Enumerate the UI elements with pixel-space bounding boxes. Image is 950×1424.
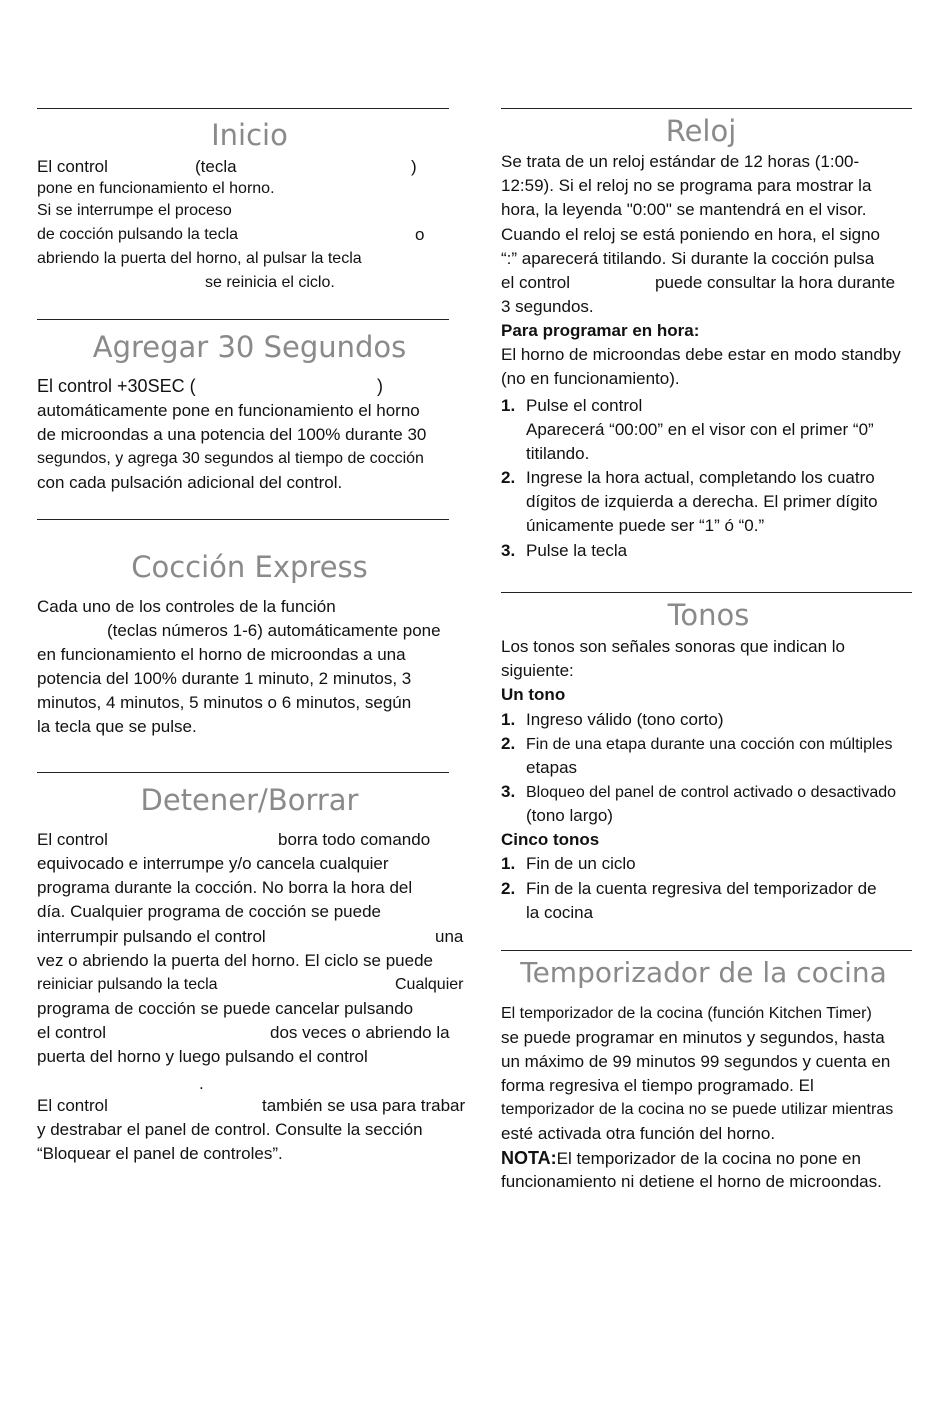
- detener-text: el control: [37, 1023, 106, 1042]
- reloj-step-1: [501, 394, 642, 418]
- detener-text: día. Cualquier programa de cocción se puede: [37, 902, 381, 921]
- express-text: Cada uno de los controles de la función: [37, 597, 336, 616]
- section-divider: [37, 108, 449, 109]
- reloj-heading: Reloj: [665, 114, 737, 148]
- reloj-text: 3 segundos.: [501, 297, 594, 316]
- item-text: Bloqueo del panel de control activado o desactivado: [526, 784, 897, 801]
- detener-text: y destrabar el panel de control. Consulte la sección: [37, 1120, 423, 1139]
- step-number: 1.: [501, 396, 516, 415]
- tonos-item: [501, 732, 892, 757]
- item-text: Fin de un ciclo: [526, 854, 636, 873]
- section-divider: [37, 772, 449, 773]
- section-divider: [501, 592, 912, 593]
- detener-text: vez o abriendo la puerta del horno. El ciclo se puede: [37, 951, 433, 970]
- inicio-text: o: [415, 225, 425, 244]
- tonos-item: [501, 708, 724, 732]
- item-number: 3.: [501, 782, 516, 801]
- reloj-text: titilando.: [526, 444, 590, 463]
- step-number: 3.: [501, 541, 516, 560]
- agregar-text: de microondas a una potencia del 100% durante 30: [37, 425, 427, 444]
- timer-text: forma regresiva el tiempo programado. El: [501, 1076, 814, 1095]
- timer-text: esté activada otra función del horno.: [501, 1124, 776, 1143]
- item-number: 2.: [501, 734, 516, 753]
- reloj-text: (no en funcionamiento).: [501, 369, 680, 388]
- item-number: 2.: [501, 879, 516, 898]
- inicio-heading: Inicio: [211, 118, 288, 152]
- step-text: Pulse la tecla: [526, 541, 628, 560]
- agregar-text: ): [377, 376, 383, 396]
- reloj-text: Cuando el reloj se está poniendo en hora, el signo: [501, 225, 880, 244]
- detener-text: El control: [37, 830, 108, 849]
- reloj-subheading: Para programar en hora:: [501, 321, 700, 340]
- item-number: 1.: [501, 854, 516, 873]
- agregar-text: El control +30SEC (: [37, 376, 196, 396]
- timer-note: [501, 1146, 861, 1171]
- detener-text: programa de cocción se puede cancelar pulsando: [37, 999, 414, 1018]
- inicio-text: pone en funcionamiento el horno.: [37, 180, 275, 197]
- detener-text: “Bloquear el panel de controles”.: [37, 1144, 283, 1163]
- tonos-text: la cocina: [526, 903, 594, 922]
- detener-text: una: [435, 927, 464, 946]
- reloj-text: el control: [501, 273, 570, 292]
- agregar-text: automáticamente pone en funcionamiento el horno: [37, 401, 420, 420]
- item-text: Ingreso válido (tono corto): [526, 710, 724, 729]
- item-text: Fin de la cuenta regresiva del temporizador de: [526, 879, 877, 898]
- timer-text: funcionamiento ni detiene el horno de microondas.: [501, 1172, 882, 1191]
- reloj-text: “:” aparecerá titilando. Si durante la cocción pulsa: [501, 249, 875, 268]
- inicio-text: (tecla: [195, 157, 237, 176]
- detener-text: programa durante la cocción. No borra la hora del: [37, 878, 413, 897]
- step-text: Pulse el control: [526, 396, 643, 415]
- detener-text: también se usa para trabar: [262, 1096, 466, 1115]
- tonos-text: Los tonos son señales sonoras que indican lo: [501, 637, 846, 656]
- detener-text: borra todo comando: [278, 830, 431, 849]
- tonos-item: [501, 852, 636, 876]
- detener-text: Cualquier: [395, 976, 464, 993]
- step-number: 2.: [501, 468, 516, 487]
- section-divider: [37, 519, 449, 520]
- tonos-subheading: Un tono: [501, 685, 566, 704]
- detener-text: El control: [37, 1096, 108, 1115]
- detener-text: .: [199, 1074, 204, 1093]
- item-number: 1.: [501, 710, 516, 729]
- reloj-step-3: [501, 539, 627, 563]
- tonos-text: siguiente:: [501, 661, 574, 680]
- reloj-text: puede consultar la hora durante: [655, 273, 896, 292]
- detener-heading: Detener/Borrar: [140, 783, 359, 817]
- reloj-text: Aparecerá “00:00” en el visor con el primer “0”: [526, 420, 874, 439]
- step-text: Ingrese la hora actual, completando los cuatro: [526, 468, 875, 487]
- detener-text: interrumpir pulsando el control: [37, 927, 266, 946]
- nota-label: NOTA:: [501, 1148, 557, 1168]
- tonos-item: [501, 780, 896, 805]
- express-text: (teclas números 1-6) automáticamente pone: [107, 621, 441, 640]
- reloj-text: 12:59). Si el reloj no se programa para mostrar la: [501, 176, 872, 195]
- reloj-text: El horno de microondas debe estar en modo standby: [501, 345, 901, 364]
- agregar-text: con cada pulsación adicional del control.: [37, 473, 343, 492]
- reloj-text: Se trata de un reloj estándar de 12 horas (1:00-: [501, 152, 860, 171]
- reloj-text: hora, la leyenda "0:00" se mantendrá en el visor.: [501, 200, 867, 219]
- agregar-text: segundos, y agrega 30 segundos al tiempo de cocción: [37, 450, 424, 467]
- detener-text: equivocado e interrumpe y/o cancela cualquier: [37, 854, 389, 873]
- express-text: potencia del 100% durante 1 minuto, 2 minutos, 3: [37, 669, 412, 688]
- express-heading: Cocción Express: [131, 550, 368, 584]
- reloj-text: dígitos de izquierda a derecha. El primer dígito: [526, 492, 878, 511]
- tonos-text: etapas: [526, 758, 578, 777]
- express-text: minutos, 4 minutos, 5 minutos o 6 minutos, según: [37, 693, 412, 712]
- tonos-text: (tono largo): [526, 806, 613, 825]
- section-divider: [501, 108, 912, 109]
- nota-text: El temporizador de la cocina no pone en: [556, 1149, 861, 1168]
- tonos-heading: Tonos: [667, 598, 750, 632]
- section-divider: [501, 950, 912, 951]
- inicio-text: de cocción pulsando la tecla: [37, 226, 239, 243]
- timer-text: El temporizador de la cocina (función Kitchen Timer): [501, 1005, 872, 1022]
- timer-text: temporizador de la cocina no se puede utilizar mientras: [501, 1101, 894, 1118]
- tonos-item: [501, 877, 877, 901]
- detener-text: dos veces o abriendo la: [270, 1023, 450, 1042]
- express-text: la tecla que se pulse.: [37, 717, 197, 736]
- inicio-text: Si se interrumpe el proceso: [37, 202, 232, 219]
- inicio-text: se reinicia el ciclo.: [205, 274, 335, 291]
- timer-text: un máximo de 99 minutos 99 segundos y cuenta en: [501, 1052, 891, 1071]
- timer-text: se puede programar en minutos y segundos, hasta: [501, 1028, 885, 1047]
- section-divider: [37, 319, 449, 320]
- agregar-heading: Agregar 30 Segundos: [92, 330, 407, 364]
- inicio-text: El control: [37, 157, 108, 176]
- item-text: Fin de una etapa durante una cocción con múltiples: [526, 736, 893, 753]
- timer-heading: Temporizador de la cocina: [520, 956, 887, 989]
- inicio-text: abriendo la puerta del horno, al pulsar la tecla: [37, 250, 362, 267]
- inicio-text: ): [411, 157, 417, 176]
- reloj-step-2: [501, 466, 875, 490]
- express-text: en funcionamiento el horno de microondas a una: [37, 645, 406, 664]
- tonos-subheading: Cinco tonos: [501, 830, 600, 849]
- reloj-text: únicamente puede ser “1” ó “0.”: [526, 516, 765, 535]
- detener-text: puerta del horno y luego pulsando el control: [37, 1047, 368, 1066]
- detener-text: reiniciar pulsando la tecla: [37, 976, 218, 993]
